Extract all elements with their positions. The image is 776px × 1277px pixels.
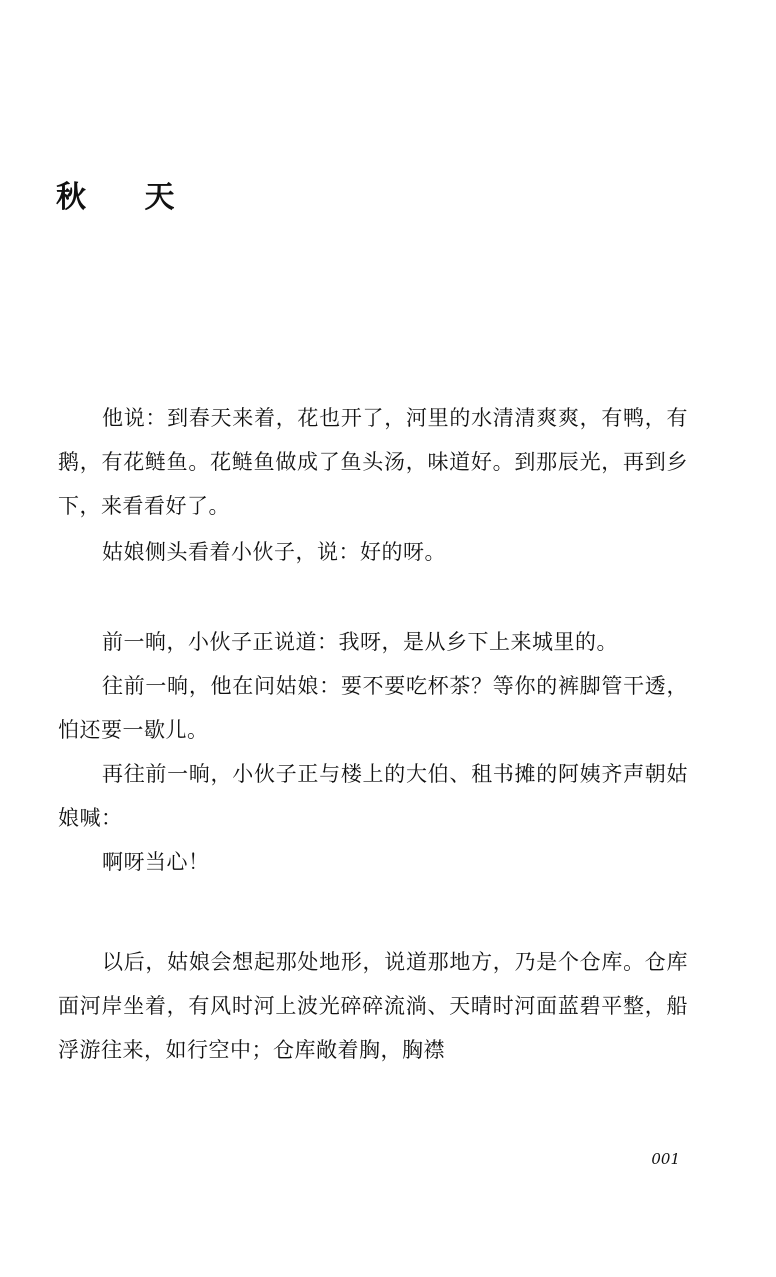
chapter-title: 秋 天 (56, 180, 199, 215)
paragraph-5: 再往前一晌，小伙子正与楼上的大伯、租书摊的阿姨齐声朝姑娘喊： (58, 762, 688, 830)
page-number: 001 (651, 1150, 680, 1168)
paragraph-1: 他说：到春天来着，花也开了，河里的水清清爽爽，有鸭，有鹅，有花鲢鱼。花鲢鱼做成了鱼头汤，味道好。到那辰光，再到乡下，来看看好了。 (58, 406, 688, 518)
paragraph-4: 往前一晌，他在问姑娘：要不要吃杯茶？等你的裤脚管干透，怕还要一歇儿。 (58, 674, 688, 742)
paragraph-6: 啊呀当心！ (102, 850, 210, 874)
paragraph-3: 前一晌，小伙子正说道：我呀，是从乡下上来城里的。 (102, 630, 618, 654)
paragraph-2: 姑娘侧头看着小伙子，说：好的呀。 (102, 540, 446, 564)
paragraph-7: 以后，姑娘会想起那处地形，说道那地方，乃是个仓库。仓库面河岸坐着，有风时河上波光碎碎流淌、天晴时河面蓝碧平整，船浮游往来，如行空中；仓库敞着胸，胸襟 (58, 950, 688, 1062)
